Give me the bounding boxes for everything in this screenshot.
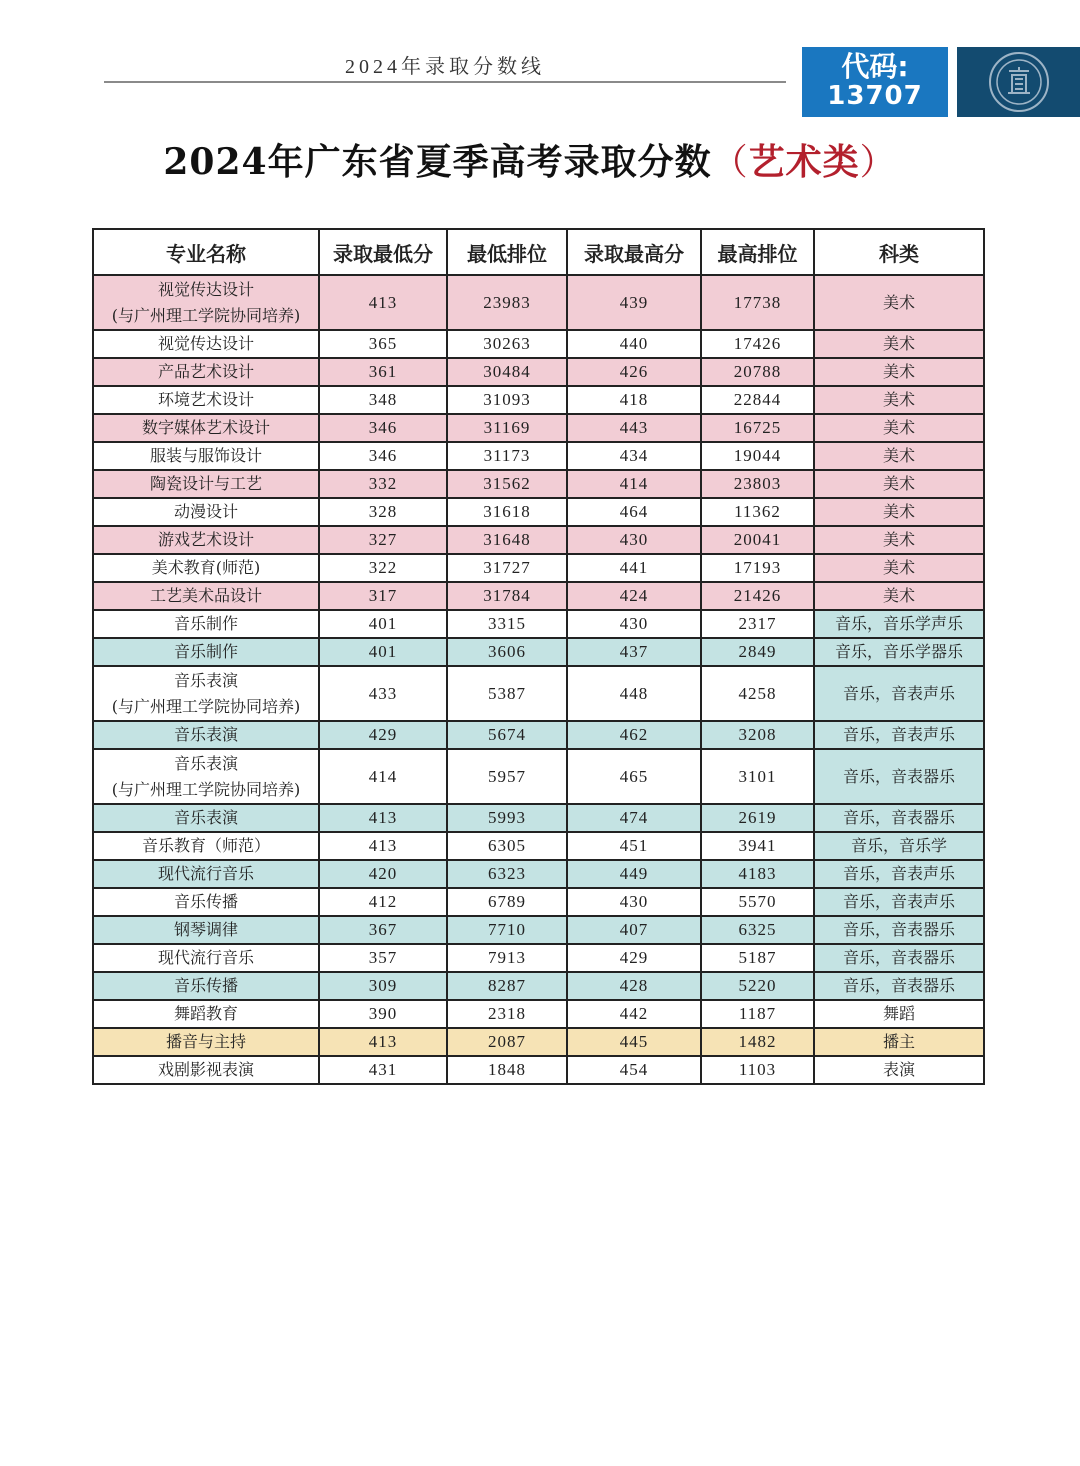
category-cell: 美术 bbox=[814, 414, 984, 442]
max-score-cell: 418 bbox=[567, 386, 701, 414]
min-score-cell: 361 bbox=[319, 358, 447, 386]
category-cell: 音乐，音表声乐 bbox=[814, 888, 984, 916]
max-score-cell: 474 bbox=[567, 804, 701, 832]
max-score-cell: 430 bbox=[567, 526, 701, 554]
min-rank-cell: 1848 bbox=[447, 1056, 567, 1084]
category-cell: 表演 bbox=[814, 1056, 984, 1084]
max-score-cell: 414 bbox=[567, 470, 701, 498]
min-rank-cell: 2318 bbox=[447, 1000, 567, 1028]
table-row bbox=[93, 1028, 984, 1056]
min-score-cell: 412 bbox=[319, 888, 447, 916]
min-rank-cell: 7710 bbox=[447, 916, 567, 944]
min-rank-cell: 5993 bbox=[447, 804, 567, 832]
max-rank-cell: 1103 bbox=[701, 1056, 814, 1084]
major-name: 现代流行音乐 bbox=[157, 948, 254, 967]
max-rank-cell: 3101 bbox=[701, 749, 814, 804]
min-rank-cell: 23983 bbox=[447, 275, 567, 330]
max-rank-cell: 1187 bbox=[701, 1000, 814, 1028]
min-score-cell: 346 bbox=[319, 414, 447, 442]
header-rule bbox=[104, 81, 786, 83]
min-rank-cell: 31173 bbox=[447, 442, 567, 470]
column-header-min-rank: 最低排位 bbox=[447, 229, 567, 275]
category-cell: 音乐，音表器乐 bbox=[814, 804, 984, 832]
max-rank-cell: 5220 bbox=[701, 972, 814, 1000]
max-rank-cell: 21426 bbox=[701, 582, 814, 610]
min-rank-cell: 3606 bbox=[447, 638, 567, 666]
max-rank-cell: 1482 bbox=[701, 1028, 814, 1056]
major-name-cell bbox=[93, 666, 319, 721]
page-title-main: 2024年广东省夏季高考录取分数 bbox=[163, 141, 712, 183]
min-rank-cell: 5957 bbox=[447, 749, 567, 804]
max-score-cell: 407 bbox=[567, 916, 701, 944]
category-cell: 音乐，音乐学声乐 bbox=[814, 610, 984, 638]
table-row bbox=[93, 721, 984, 749]
min-score-cell: 327 bbox=[319, 526, 447, 554]
max-score-cell: 454 bbox=[567, 1056, 701, 1084]
max-rank-cell: 4258 bbox=[701, 666, 814, 721]
major-name-cell bbox=[93, 860, 319, 888]
major-name-cell bbox=[93, 554, 319, 582]
min-rank-cell: 30484 bbox=[447, 358, 567, 386]
max-rank-cell: 17193 bbox=[701, 554, 814, 582]
max-score-cell: 437 bbox=[567, 638, 701, 666]
admission-scores-table bbox=[92, 228, 985, 1085]
major-name-cell bbox=[93, 916, 319, 944]
code-label: 代码: bbox=[841, 50, 909, 83]
table-row bbox=[93, 888, 984, 916]
min-score-cell: 413 bbox=[319, 832, 447, 860]
min-score-cell: 431 bbox=[319, 1056, 447, 1084]
min-score-cell: 413 bbox=[319, 275, 447, 330]
major-name: 游戏艺术设计 bbox=[157, 530, 254, 549]
max-score-cell: 434 bbox=[567, 442, 701, 470]
min-rank-cell: 31727 bbox=[447, 554, 567, 582]
max-rank-cell: 20041 bbox=[701, 526, 814, 554]
max-score-cell: 443 bbox=[567, 414, 701, 442]
max-rank-cell: 2317 bbox=[701, 610, 814, 638]
category-cell: 美术 bbox=[814, 330, 984, 358]
min-score-cell: 328 bbox=[319, 498, 447, 526]
major-name-cell bbox=[93, 582, 319, 610]
table-row bbox=[93, 330, 984, 358]
min-rank-cell: 2087 bbox=[447, 1028, 567, 1056]
category-cell: 舞蹈 bbox=[814, 1000, 984, 1028]
max-rank-cell: 22844 bbox=[701, 386, 814, 414]
table-row bbox=[93, 498, 984, 526]
table-row bbox=[93, 749, 984, 804]
min-rank-cell: 3315 bbox=[447, 610, 567, 638]
min-score-cell: 322 bbox=[319, 554, 447, 582]
column-header-max-score: 录取最高分 bbox=[567, 229, 701, 275]
max-score-cell: 439 bbox=[567, 275, 701, 330]
min-rank-cell: 5674 bbox=[447, 721, 567, 749]
major-name-cell bbox=[93, 638, 319, 666]
major-name-cell bbox=[93, 1056, 319, 1084]
major-name: 音乐表演 bbox=[173, 753, 238, 773]
table-row bbox=[93, 666, 984, 721]
min-score-cell: 390 bbox=[319, 1000, 447, 1028]
table-row bbox=[93, 832, 984, 860]
major-name: 音乐表演 bbox=[173, 725, 238, 744]
major-name-cell bbox=[93, 526, 319, 554]
major-name-cell bbox=[93, 944, 319, 972]
table-header-row bbox=[93, 229, 984, 275]
max-score-cell: 451 bbox=[567, 832, 701, 860]
max-score-cell: 426 bbox=[567, 358, 701, 386]
max-rank-cell: 4183 bbox=[701, 860, 814, 888]
min-rank-cell: 5387 bbox=[447, 666, 567, 721]
major-name: 工艺美术品设计 bbox=[149, 586, 262, 605]
table-row bbox=[93, 1056, 984, 1084]
school-code-badge bbox=[802, 47, 948, 117]
min-score-cell: 357 bbox=[319, 944, 447, 972]
max-score-cell: 445 bbox=[567, 1028, 701, 1056]
category-cell: 美术 bbox=[814, 526, 984, 554]
category-cell: 音乐，音表声乐 bbox=[814, 721, 984, 749]
category-cell: 音乐，音表声乐 bbox=[814, 666, 984, 721]
major-name-cell bbox=[93, 358, 319, 386]
max-rank-cell: 11362 bbox=[701, 498, 814, 526]
max-rank-cell: 23803 bbox=[701, 470, 814, 498]
min-rank-cell: 31618 bbox=[447, 498, 567, 526]
code-number: 13707 bbox=[827, 81, 923, 111]
max-score-cell: 428 bbox=[567, 972, 701, 1000]
min-rank-cell: 31093 bbox=[447, 386, 567, 414]
min-score-cell: 332 bbox=[319, 470, 447, 498]
major-name-cell bbox=[93, 721, 319, 749]
major-name: 音乐制作 bbox=[173, 614, 238, 633]
min-rank-cell: 7913 bbox=[447, 944, 567, 972]
major-name: 音乐制作 bbox=[173, 642, 238, 661]
major-name: 音乐传播 bbox=[173, 976, 238, 995]
category-cell: 美术 bbox=[814, 498, 984, 526]
table-row bbox=[93, 916, 984, 944]
table-row bbox=[93, 582, 984, 610]
max-score-cell: 465 bbox=[567, 749, 701, 804]
major-name-cell bbox=[93, 832, 319, 860]
min-score-cell: 317 bbox=[319, 582, 447, 610]
min-rank-cell: 6305 bbox=[447, 832, 567, 860]
max-score-cell: 442 bbox=[567, 1000, 701, 1028]
major-name-cell bbox=[93, 1028, 319, 1056]
min-rank-cell: 30263 bbox=[447, 330, 567, 358]
max-rank-cell: 16725 bbox=[701, 414, 814, 442]
min-score-cell: 413 bbox=[319, 1028, 447, 1056]
university-logo bbox=[957, 47, 1080, 117]
title-close-paren: ） bbox=[859, 142, 897, 183]
university-seal-icon bbox=[988, 51, 1050, 113]
major-name: 动漫设计 bbox=[173, 502, 238, 521]
major-name: 产品艺术设计 bbox=[157, 362, 254, 381]
table-row bbox=[93, 386, 984, 414]
major-note: (与广州理工学院协同培养) bbox=[111, 779, 301, 799]
major-name-cell bbox=[93, 1000, 319, 1028]
table-row bbox=[93, 414, 984, 442]
running-header-title: 2024年录取分数线 bbox=[345, 56, 545, 78]
min-score-cell: 420 bbox=[319, 860, 447, 888]
category-cell: 美术 bbox=[814, 442, 984, 470]
major-name: 视觉传达设计 bbox=[157, 279, 254, 299]
table-row bbox=[93, 275, 984, 330]
major-name-cell bbox=[93, 470, 319, 498]
page-title-category: 艺术类 bbox=[748, 141, 860, 183]
column-header-max-rank: 最高排位 bbox=[701, 229, 814, 275]
major-name-cell bbox=[93, 442, 319, 470]
major-name-cell bbox=[93, 498, 319, 526]
column-header-min-score: 录取最低分 bbox=[319, 229, 447, 275]
table-row bbox=[93, 442, 984, 470]
min-score-cell: 414 bbox=[319, 749, 447, 804]
major-name-cell bbox=[93, 386, 319, 414]
category-cell: 音乐，音表器乐 bbox=[814, 972, 984, 1000]
major-name-cell bbox=[93, 972, 319, 1000]
table-row bbox=[93, 526, 984, 554]
min-score-cell: 309 bbox=[319, 972, 447, 1000]
min-rank-cell: 6789 bbox=[447, 888, 567, 916]
min-score-cell: 429 bbox=[319, 721, 447, 749]
title-open-paren: （ bbox=[711, 142, 749, 183]
max-score-cell: 448 bbox=[567, 666, 701, 721]
major-name: 美术教育(师范) bbox=[151, 558, 261, 577]
max-score-cell: 430 bbox=[567, 610, 701, 638]
max-rank-cell: 2849 bbox=[701, 638, 814, 666]
major-name: 音乐表演 bbox=[173, 670, 238, 690]
max-score-cell: 430 bbox=[567, 888, 701, 916]
category-cell: 美术 bbox=[814, 554, 984, 582]
major-name-cell bbox=[93, 610, 319, 638]
major-name: 视觉传达设计 bbox=[157, 334, 254, 353]
category-cell: 音乐，音表器乐 bbox=[814, 916, 984, 944]
category-cell: 音乐，音乐学器乐 bbox=[814, 638, 984, 666]
major-name: 钢琴调律 bbox=[173, 920, 238, 939]
max-rank-cell: 6325 bbox=[701, 916, 814, 944]
table-row bbox=[93, 860, 984, 888]
major-name-cell bbox=[93, 888, 319, 916]
max-rank-cell: 5570 bbox=[701, 888, 814, 916]
table-row bbox=[93, 1000, 984, 1028]
category-cell: 音乐，音表声乐 bbox=[814, 860, 984, 888]
max-score-cell: 464 bbox=[567, 498, 701, 526]
major-note: (与广州理工学院协同培养) bbox=[111, 305, 301, 325]
max-score-cell: 424 bbox=[567, 582, 701, 610]
major-note: (与广州理工学院协同培养) bbox=[111, 696, 301, 716]
category-cell: 美术 bbox=[814, 386, 984, 414]
min-score-cell: 413 bbox=[319, 804, 447, 832]
category-cell: 美术 bbox=[814, 582, 984, 610]
column-header-major: 专业名称 bbox=[93, 229, 319, 275]
min-score-cell: 401 bbox=[319, 610, 447, 638]
major-name: 服装与服饰设计 bbox=[149, 446, 262, 465]
max-rank-cell: 17426 bbox=[701, 330, 814, 358]
major-name: 环境艺术设计 bbox=[157, 390, 254, 409]
table-row bbox=[93, 554, 984, 582]
min-rank-cell: 6323 bbox=[447, 860, 567, 888]
major-name: 音乐传播 bbox=[173, 892, 238, 911]
min-score-cell: 365 bbox=[319, 330, 447, 358]
major-name-cell bbox=[93, 330, 319, 358]
max-score-cell: 441 bbox=[567, 554, 701, 582]
category-cell: 音乐，音乐学 bbox=[814, 832, 984, 860]
min-score-cell: 433 bbox=[319, 666, 447, 721]
major-name-cell bbox=[93, 414, 319, 442]
category-cell: 音乐，音表器乐 bbox=[814, 749, 984, 804]
min-score-cell: 346 bbox=[319, 442, 447, 470]
table-row bbox=[93, 944, 984, 972]
min-rank-cell: 31784 bbox=[447, 582, 567, 610]
min-score-cell: 367 bbox=[319, 916, 447, 944]
max-rank-cell: 5187 bbox=[701, 944, 814, 972]
min-rank-cell: 31648 bbox=[447, 526, 567, 554]
category-cell: 美术 bbox=[814, 275, 984, 330]
table-row bbox=[93, 358, 984, 386]
major-name: 播音与主持 bbox=[165, 1032, 246, 1051]
major-name-cell bbox=[93, 275, 319, 330]
category-cell: 播主 bbox=[814, 1028, 984, 1056]
table-row bbox=[93, 610, 984, 638]
major-name: 陶瓷设计与工艺 bbox=[149, 474, 262, 493]
max-score-cell: 462 bbox=[567, 721, 701, 749]
column-header-category: 科类 bbox=[814, 229, 984, 275]
min-rank-cell: 8287 bbox=[447, 972, 567, 1000]
max-score-cell: 429 bbox=[567, 944, 701, 972]
max-rank-cell: 3941 bbox=[701, 832, 814, 860]
table-row bbox=[93, 470, 984, 498]
table-row bbox=[93, 638, 984, 666]
table-row bbox=[93, 972, 984, 1000]
max-rank-cell: 2619 bbox=[701, 804, 814, 832]
major-name-cell bbox=[93, 804, 319, 832]
category-cell: 美术 bbox=[814, 470, 984, 498]
page-title bbox=[0, 134, 1060, 185]
major-name-cell bbox=[93, 749, 319, 804]
major-name: 音乐表演 bbox=[173, 808, 238, 827]
max-rank-cell: 17738 bbox=[701, 275, 814, 330]
max-score-cell: 440 bbox=[567, 330, 701, 358]
min-rank-cell: 31169 bbox=[447, 414, 567, 442]
min-score-cell: 401 bbox=[319, 638, 447, 666]
major-name: 现代流行音乐 bbox=[157, 864, 254, 883]
category-cell: 美术 bbox=[814, 358, 984, 386]
max-rank-cell: 19044 bbox=[701, 442, 814, 470]
major-name: 戏剧影视表演 bbox=[157, 1060, 254, 1079]
min-score-cell: 348 bbox=[319, 386, 447, 414]
max-rank-cell: 20788 bbox=[701, 358, 814, 386]
major-name: 数字媒体艺术设计 bbox=[141, 418, 270, 437]
max-rank-cell: 3208 bbox=[701, 721, 814, 749]
category-cell: 音乐，音表器乐 bbox=[814, 944, 984, 972]
min-rank-cell: 31562 bbox=[447, 470, 567, 498]
table-body bbox=[93, 275, 984, 1084]
major-name: 音乐教育（师范） bbox=[141, 836, 270, 855]
max-score-cell: 449 bbox=[567, 860, 701, 888]
table-row bbox=[93, 804, 984, 832]
major-name: 舞蹈教育 bbox=[173, 1004, 238, 1023]
